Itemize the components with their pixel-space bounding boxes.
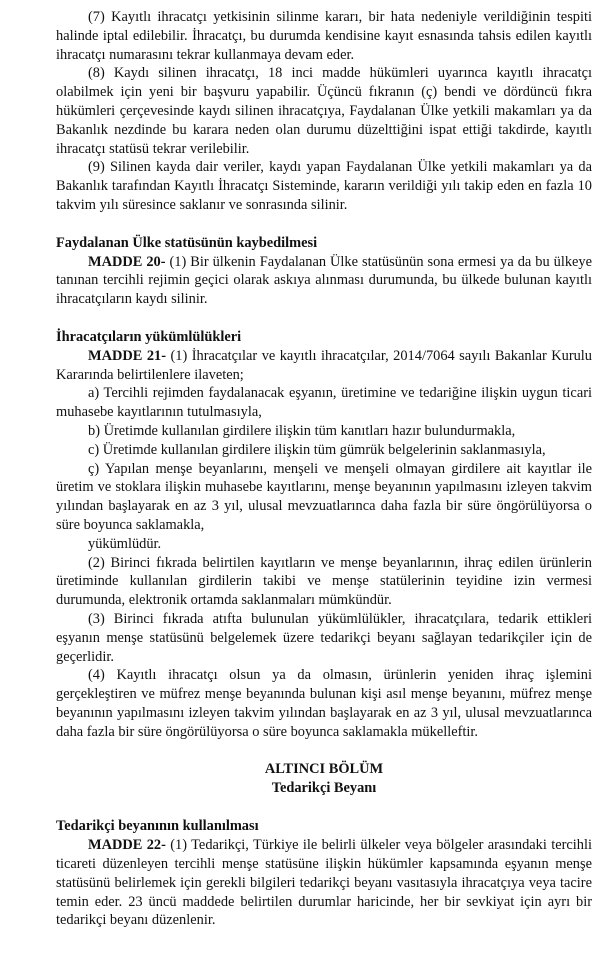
article21-item-b: b) Üretimde kullanılan girdilere ilişkin tüm kanıtları hazır bulundurmakla, xyxy=(88,422,516,439)
section-subtitle: Tedarikçi Beyanı xyxy=(271,780,377,797)
article21-intro: (1) İhracatçılar ve kayıtlı ihracatçılar, 2014/7064 sayılı Bakanlar Kurulu Kararında belirtilenlere ilaveten; xyxy=(56,347,592,383)
article21-paragraph-1 xyxy=(56,347,592,385)
spacer xyxy=(56,309,592,328)
article21-paragraph-4: (4) Kayıtlı ihracatçı olsun ya da olmasın, ürünlerin yeniden ihraç işlemini gerçekleştiren ve müfrez menşe beyanında bulunan kişi asıl menşe beyanını, müfrez menşe beyanının yapılmasını izleyen takvim yılından başlayarak en az 3 yıl, ulusal mevzuatlarınca daha fazla bir süre öngörülüyorsa o süre boyunca saklamakla mükelleftir. xyxy=(56,667,592,740)
article21-heading: İhracatçıların yükümlülükleri xyxy=(56,328,242,345)
article22-paragraph-1 xyxy=(56,836,592,930)
spacer xyxy=(56,798,592,817)
article21-number: MADDE 21- xyxy=(88,347,167,364)
article21-paragraph-3: (3) Birinci fıkrada atıfta bulunulan yükümlülükler, ihracatçılara, tedarik ettikleri eşyanın menşe statüsünü belgelemek üzere tedarikçi beyanı sağlayan tedarikçiler için de geçerlidir. xyxy=(56,610,592,665)
article20-paragraph-1 xyxy=(56,253,592,309)
article21-item-c: c) Üretimde kullanılan girdilere ilişkin tüm gümrük belgelerinin saklanmasıyla, xyxy=(88,441,546,458)
article20-heading: Faydalanan Ülke statüsünün kaybedilmesi xyxy=(56,234,318,251)
spacer xyxy=(56,741,592,760)
article22-text: (1) Tedarikçi, Türkiye ile belirli ülkeler veya bölgeler arasındaki tercihli ticareti düzenleyen tercihli menşe statüsüne ilişkin hükümler kapsamında eşyanın menşe statüsünü belirlemek için gerekli bilgileri tedarikçi beyanı vasıtasıyla ihracatçıya veya tacire temin eder. 23 üncü maddede belirtilen durumlar haricinde, her bir sevkiyat için ayrı bir tedarikçi beyanı düzenlenir. xyxy=(56,837,592,929)
article22-heading: Tedarikçi beyanının kullanılması xyxy=(56,818,259,835)
article21-closing: yükümlüdür. xyxy=(88,535,162,552)
article19-paragraph-8: (8) Kaydı silinen ihracatçı, 18 inci madde hükümleri uyarınca kayıtlı ihracatçı olabilmek için yeni bir başvuru yapabilir. Üçüncü fıkranın (ç) bendi ve dördüncü fıkra hükümleri çerçevesinde kaydı silinen ihracatçıya, Faydalanan Ülke yetkili makamları ya da Bakanlık nezdinde bu karara neden olan durumu düzelttiğini ispat ettiği takdirde, kayıtlı ihracatçı statüsü tekrar verilebilir. xyxy=(56,65,592,157)
article19-paragraph-7: (7) Kayıtlı ihracatçı yetkisinin silinme kararı, bir hata nedeniyle verildiğinin tespiti halinde iptal edilebilir. İhracatçı, bu durumda kendisine kayıt esnasında tahsis edilen kayıtlı ihracatçı numarasını tekrar kullanmaya devam eder. xyxy=(56,9,592,63)
section-title: ALTINCI BÖLÜM xyxy=(264,761,384,778)
article21-item-a: a) Tercihli rejimden faydalanacak eşyanın, üretimine ve tedariğine ilişkin uygun ticari muhasebe kayıtlarının tutulmasıyla, xyxy=(56,385,592,421)
article20-number: MADDE 20- xyxy=(88,253,166,270)
article19-paragraph-9: (9) Silinen kayda dair veriler, kaydı yapan Faydalanan Ülke yetkili makamları ya da Bakanlık tarafından Kayıtlı İhracatçı Sisteminde, kararın verildiği yılı takip eden en fazla 10 takvim yılı süresince saklanır ve sonrasında silinir. xyxy=(56,159,592,213)
article22-number: MADDE 22- xyxy=(88,837,166,854)
article20-text: (1) Bir ülkenin Faydalanan Ülke statüsünün sona ermesi ya da bu ülkeye tanınan tercihli rejimin geçici olarak askıya alınması durumunda, bu ülkede bulunan kayıtlı ihracatçıların kaydı silinir. xyxy=(56,253,592,308)
article21-item-cc: ç) Yapılan menşe beyanlarını, menşeli ve menşeli olmayan girdilere ait kayıtlar ile üretim ve stoklara ilişkin muhasebe kayıtlarını, menşe beyanının yapılmasını izleyen takvim yılından başlayarak en az 3 yıl, ulusal mevzuatlarınca daha fazla bir süre öngörülüyorsa o süre boyunca saklamakla, xyxy=(56,460,592,533)
article21-paragraph-2: (2) Birinci fıkrada belirtilen kayıtların ve menşe beyanlarının, ihraç edilen ürünlerin üretiminde kullanılan girdilerin takibi ve menşe statülerinin teyidine izin vermesi durumunda, elektronik ortamda saklanmaları mümkündür. xyxy=(56,554,592,609)
spacer xyxy=(56,215,592,234)
